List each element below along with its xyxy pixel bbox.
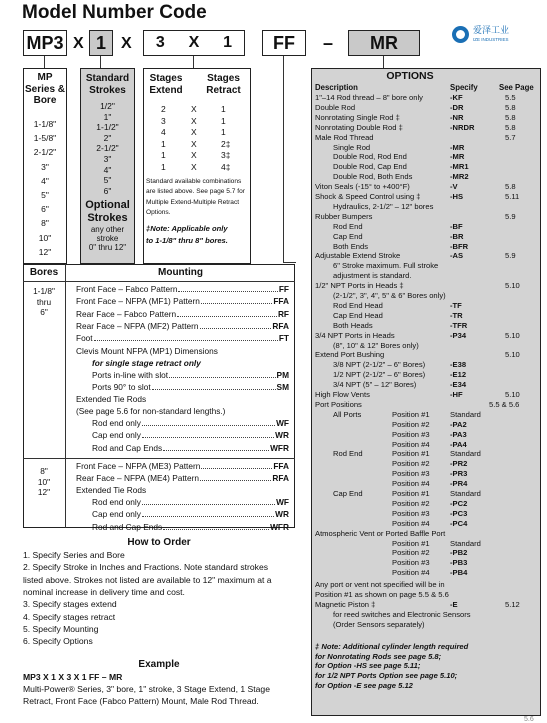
mounting-label: Rod end only xyxy=(92,497,141,507)
mounting-code: FT xyxy=(278,333,289,344)
magnetic-label: Magnetic Piston ‡ xyxy=(315,599,376,609)
mounting-label: Front Face – Fabco Pattern xyxy=(76,284,178,294)
stroke-value: 1-1/2" xyxy=(96,122,119,133)
mounting-code: WFR xyxy=(270,442,289,453)
option-description: Double Rod, Both Ends xyxy=(333,172,413,182)
bore-value: 1-1/8" xyxy=(33,286,55,296)
options-title: OPTIONS xyxy=(386,70,434,82)
option-description: 1/2 NPT (2-1/2" – 6" Bores) xyxy=(333,370,426,380)
stage-extend-value: 2 xyxy=(161,104,166,114)
options-tail: Any port or vent not specified will be in xyxy=(315,580,445,590)
stages-extend-header: Stages Extend xyxy=(149,73,183,96)
mounting-option xyxy=(76,462,289,471)
stroke-value: 3" xyxy=(103,154,112,164)
tie-title: Extended Tie Rods xyxy=(76,394,147,404)
option-code: -MR xyxy=(450,142,465,152)
code-stroke-box: 1 xyxy=(89,30,113,56)
optional-note-1: any other xyxy=(90,225,125,234)
option-description: (8", 10" & 12" Bores only) xyxy=(333,340,419,350)
mounting-option xyxy=(92,383,289,392)
options-col-desc: Description xyxy=(315,83,358,92)
mounting-option xyxy=(92,510,289,519)
port-code: Standard xyxy=(450,538,481,548)
mounting-code: WR xyxy=(275,509,289,520)
code-dash: – xyxy=(323,33,334,53)
mounting-label: Rod and Cap Ends xyxy=(92,442,163,453)
option-code: -MR2 xyxy=(450,172,469,182)
option-code: -DR xyxy=(450,102,464,112)
mounting-option xyxy=(92,523,289,532)
port-position: Position #3 xyxy=(392,429,430,439)
option-page: 5.10 xyxy=(505,281,520,291)
mounting-label: Cap end only xyxy=(92,430,141,441)
option-description: Hydraulics, 2-1/2" – 12" bores xyxy=(333,201,434,211)
stage-note2-line: to 1-1/8" thru 8" bores. xyxy=(146,236,228,245)
mounting-option xyxy=(92,444,289,453)
option-description: Adjustable Extend Stroke xyxy=(315,251,401,261)
stage-x: X xyxy=(191,104,197,114)
option-description: Shock & Speed Control using ‡ xyxy=(315,192,421,201)
mounting-code: WF xyxy=(276,497,289,507)
option-description: Viton Seals (-15° to +400°F) xyxy=(315,182,410,192)
stage-retract-value: 1 xyxy=(221,115,226,126)
port-code: -PA4 xyxy=(450,439,467,449)
option-code: -AS xyxy=(450,251,464,261)
mounting-option xyxy=(76,297,289,306)
option-code: -TFR xyxy=(450,320,468,330)
stage-retract-value: 1 xyxy=(221,104,226,114)
option-description: 3/4 NPT Ports in Heads xyxy=(315,330,395,340)
mounting-option xyxy=(76,322,289,331)
mounting-code: PM xyxy=(276,370,289,380)
option-description: Nonrotating Single Rod ‡ xyxy=(315,112,400,122)
code-extend: 3 xyxy=(155,34,165,51)
option-description: Rubber Bumpers xyxy=(315,211,373,221)
stage-x: X xyxy=(191,138,197,149)
code-x: X xyxy=(121,35,132,52)
bore-value: 6" xyxy=(40,307,48,317)
mounting-label: Ports in-line with slot xyxy=(92,370,169,380)
stage-note-line: Standard available combinations xyxy=(146,178,242,185)
magnetic-page: 5.12 xyxy=(505,599,520,609)
options-footnote: for Option -E see page 5.12 xyxy=(315,681,413,691)
port-position: Position #3 xyxy=(392,508,430,518)
mounting-option xyxy=(76,334,289,343)
options-footnote: ‡ Note: Additional cylinder length required xyxy=(315,641,469,651)
options-footnote: for Option -HS see page 5.11; xyxy=(315,661,421,671)
option-description: Male Rod Thread xyxy=(315,132,374,142)
stage-extend-value: 1 xyxy=(161,150,166,161)
stage-retract-value: 2‡ xyxy=(221,138,231,149)
option-description: (2-1/2", 3", 4", 5" & 6" Bores only) xyxy=(333,291,446,300)
code-options-box: MR xyxy=(348,30,420,56)
option-code: -TF xyxy=(450,300,462,310)
stage-retract-value: 1 xyxy=(221,127,226,138)
port-code: -PC4 xyxy=(450,518,468,528)
series-value: 12" xyxy=(38,246,52,257)
series-value: 2-1/2" xyxy=(33,147,57,158)
option-page: 5.8 xyxy=(505,122,516,132)
port-code: -PR2 xyxy=(450,459,468,469)
option-code: -NRDR xyxy=(450,122,475,132)
series-value: 6" xyxy=(41,204,49,215)
port-position: Position #2 xyxy=(392,419,430,429)
stroke-value: 1/2" xyxy=(100,101,115,111)
page-title: Model Number Code xyxy=(22,2,207,23)
option-code: -MR1 xyxy=(450,162,469,172)
mounting-option xyxy=(92,419,289,428)
option-description: Both Ends xyxy=(333,241,369,251)
how-to-order-line: 3. Specify stages extend xyxy=(23,599,117,610)
how-to-order-line: 6. Specify Options xyxy=(23,636,93,647)
stage-retract-value: 3‡ xyxy=(221,150,231,161)
example-title: Example xyxy=(138,659,180,670)
code-retract: 1 xyxy=(223,34,233,51)
option-code: -E34 xyxy=(450,380,467,390)
magnetic-code: -E xyxy=(450,599,458,609)
port-code: -PB2 xyxy=(450,548,468,558)
series-header: MP Series & Bore xyxy=(24,72,66,106)
mounting-label: Rod and Cap Ends xyxy=(92,521,163,532)
option-code: -TR xyxy=(450,310,463,320)
mounting-code: FFA xyxy=(273,296,289,307)
option-description: Both Heads xyxy=(333,320,373,330)
port-code: -PB4 xyxy=(450,568,468,578)
stage-note-line: Multiple Extend-Multiple Retract xyxy=(146,198,240,206)
port-code: Standard xyxy=(450,409,481,419)
mounting-code: WFR xyxy=(270,521,289,532)
port-code: -PR3 xyxy=(450,469,468,479)
example-desc-1: Multi-Power® Series, 3" bore, 1" stroke, 3 Stage Extend, 1 Stage xyxy=(23,684,270,694)
port-code: Standard xyxy=(450,489,481,498)
bore-value: 10" xyxy=(37,476,51,487)
series-value: 1-1/8" xyxy=(33,119,57,129)
mounting-code: WF xyxy=(276,418,289,428)
option-description: 3/4 NPT (5" – 12" Bores) xyxy=(333,380,417,390)
stage-note-line: are listed above. See page 5.7 for xyxy=(146,188,245,196)
option-code: -BR xyxy=(450,231,464,241)
options-footnote: for Nonrotating Rods see page 5.8; xyxy=(315,651,442,661)
optional-note-2: stroke xyxy=(96,234,119,243)
option-description: Single Rod xyxy=(333,142,371,152)
port-position: Position #1 xyxy=(392,538,430,548)
option-code: -MR xyxy=(450,152,465,162)
option-page: 5.9 xyxy=(505,251,516,261)
optional-strokes-header: Optional Strokes xyxy=(85,199,130,224)
bore-value: 8" xyxy=(40,466,48,476)
stage-x: X xyxy=(191,127,197,138)
bore-value: thru xyxy=(36,296,52,307)
mounting-option xyxy=(76,310,289,319)
mounting-header: Mounting xyxy=(158,267,203,278)
option-description: Double Rod xyxy=(315,102,356,112)
stroke-value: 2" xyxy=(103,132,112,143)
mounting-code: RFA xyxy=(272,473,289,484)
port-code: -PA3 xyxy=(450,429,467,439)
option-description: Cap End Head xyxy=(333,310,383,320)
mounting-option xyxy=(92,431,289,440)
stage-x: X xyxy=(191,162,197,172)
stage-extend-value: 1 xyxy=(161,138,166,149)
option-page: 5.9 xyxy=(505,211,516,221)
mounting-label: Cap end only xyxy=(92,509,141,520)
bores-header: Bores xyxy=(29,267,59,278)
magnetic-sub: for reed switches and Electronic Sensors xyxy=(333,609,471,619)
option-page: 5.8 xyxy=(505,102,516,112)
stroke-value: 2-1/2" xyxy=(96,143,119,154)
mounting-option xyxy=(92,498,289,507)
mounting-code: RFA xyxy=(272,320,289,331)
mounting-label: Rod end only xyxy=(92,418,141,428)
how-to-order-title: How to Order xyxy=(127,537,191,548)
option-page: 5.10 xyxy=(505,390,520,399)
series-value: 8" xyxy=(41,218,49,229)
mounting-code: FFA xyxy=(273,461,289,471)
port-group: Cap End xyxy=(333,489,363,498)
code-stages-box xyxy=(143,30,245,56)
option-description: High Flow Vents xyxy=(315,390,370,399)
how-to-order-line: 4. Specify stages retract xyxy=(23,611,116,622)
mounting-label: Foot xyxy=(76,333,93,344)
clevis-subtitle: for single stage retract only xyxy=(92,358,201,368)
example-desc-2: Retract, Front Face (Fabco Pattern) Mount, Male Rod Thread. xyxy=(23,696,259,706)
how-to-order-line: 5. Specify Mounting xyxy=(23,623,99,634)
stages-panel xyxy=(143,68,251,264)
baffle-title: Atmospheric Vent or Ported Baffle Port xyxy=(315,528,446,538)
port-code: -PB3 xyxy=(450,558,468,568)
option-page: 5.8 xyxy=(505,182,516,192)
page-number: 5.6 xyxy=(524,716,534,723)
mounting-option xyxy=(92,371,289,380)
logo-text: 爱泽工业 xyxy=(473,26,510,36)
mounting-label: Rear Face – NFPA (ME4) Pattern xyxy=(76,473,199,484)
options-tail: Position #1 as shown on page 5.5 & 5.6 xyxy=(315,590,449,599)
port-position: Position #4 xyxy=(392,439,430,449)
series-value: 5" xyxy=(41,190,49,200)
stroke-value: 6" xyxy=(103,185,112,196)
port-position: Position #4 xyxy=(392,568,430,578)
port-code: -PC2 xyxy=(450,498,468,508)
bore-value: 12" xyxy=(37,487,51,497)
option-description: Extend Port Bushing xyxy=(315,350,385,360)
how-to-order-line: listed above. Strokes not listed are available to 12" maximum at a xyxy=(23,574,272,585)
mounting-code: WR xyxy=(275,430,289,441)
option-description: 6" Stroke maximum. Full stroke xyxy=(333,261,439,271)
options-col-spec: Specify xyxy=(450,83,478,92)
option-description: Double Rod, Cap End xyxy=(333,162,407,172)
port-code: -PA2 xyxy=(450,419,467,429)
option-description: 3/8 NPT (2-1/2" – 6" Bores) xyxy=(333,360,426,370)
mounting-option xyxy=(76,285,289,294)
port-position: Position #1 xyxy=(392,449,430,459)
series-value: 1-5/8" xyxy=(33,133,57,144)
stage-extend-value: 1 xyxy=(161,162,166,172)
stroke-value: 1" xyxy=(103,111,112,122)
mounting-option xyxy=(76,474,289,483)
option-code: -HF xyxy=(450,390,463,399)
series-value: 10" xyxy=(38,232,52,243)
option-description: Double Rod, Rod End xyxy=(333,152,407,162)
stage-note2-line: ‡Note: Applicable only xyxy=(146,224,228,233)
stroke-value: 4" xyxy=(103,164,112,175)
port-position: Position #4 xyxy=(392,479,430,489)
option-code: -NR xyxy=(450,112,464,122)
stage-x: X xyxy=(191,115,197,126)
option-code: -P34 xyxy=(450,330,467,340)
how-to-order-line: 1. Specify Series and Bore xyxy=(23,550,125,560)
option-page: 5.8 xyxy=(505,112,516,122)
port-position: Position #4 xyxy=(392,518,430,528)
series-value: 3" xyxy=(41,161,49,172)
tie2-title: Extended Tie Rods xyxy=(76,485,147,495)
code-series-box: MP3 xyxy=(23,30,67,56)
option-code: -BF xyxy=(450,221,463,231)
option-code: -KF xyxy=(450,93,463,102)
options-col-page: See Page xyxy=(499,83,534,92)
option-page: 5.10 xyxy=(505,350,520,360)
port-position: Position #2 xyxy=(392,459,430,469)
option-description: Port Positions xyxy=(315,399,362,409)
company-logo xyxy=(452,26,537,46)
clevis-title: Clevis Mount NFPA (MP1) Dimensions xyxy=(76,346,218,356)
option-code: -BFR xyxy=(450,241,469,251)
option-description: 1/2" NPT Ports in Heads ‡ xyxy=(315,281,404,291)
code-x: X xyxy=(188,34,200,51)
stage-extend-value: 3 xyxy=(161,115,166,126)
option-page: 5.10 xyxy=(505,330,520,340)
mounting-label: Ports 90° to slot xyxy=(92,382,151,393)
option-page: 5.11 xyxy=(505,192,520,201)
option-page: 5.5 & 5.6 xyxy=(489,399,520,409)
code-mounting-box: FF xyxy=(262,30,306,56)
option-page: 5.7 xyxy=(505,132,516,142)
option-description: Nonrotating Double Rod ‡ xyxy=(315,122,403,132)
port-position: Position #3 xyxy=(392,469,430,479)
optional-note-3: 0" thru 12" xyxy=(88,243,127,252)
stages-retract-header: Stages Retract xyxy=(206,73,241,96)
example-code: MP3 X 1 X 3 X 1 FF – MR xyxy=(23,672,123,682)
how-to-order-line: 2. Specify Stroke in Inches and Fractions. Note standard strokes xyxy=(23,562,269,573)
port-group: All Ports xyxy=(333,409,362,419)
option-code: -E38 xyxy=(450,360,467,370)
port-code: Standard xyxy=(450,449,481,459)
option-description: Rod End xyxy=(333,221,363,231)
series-value: 4" xyxy=(41,175,49,186)
option-description: Cap End xyxy=(333,231,363,241)
option-description: 1"–14 Rod thread – 8" bore only xyxy=(315,93,423,102)
mounting-label: Front Face – NFPA (MF1) Pattern xyxy=(76,296,200,307)
stage-note-line: Options. xyxy=(146,208,171,216)
mounting-code: SM xyxy=(276,382,289,393)
stage-x: X xyxy=(191,150,197,161)
option-code: -V xyxy=(450,182,458,192)
mounting-code: FF xyxy=(278,284,289,294)
option-description: Rod End Head xyxy=(333,300,383,310)
stage-extend-value: 4 xyxy=(161,127,166,138)
port-position: Position #2 xyxy=(392,498,430,508)
options-footnote: for 1/2 NPT Ports Option see page 5.10; xyxy=(315,671,458,681)
mounting-label: Rear Face – NFPA (MF2) Pattern xyxy=(76,320,199,331)
stroke-value: 5" xyxy=(103,175,112,186)
magnetic-sub: (Order Sensors separately) xyxy=(333,619,425,629)
port-position: Position #1 xyxy=(392,409,430,419)
port-code: -PR4 xyxy=(450,479,468,489)
logo-subtext: IZE INDUSTRIES xyxy=(473,37,509,42)
mounting-label: Rear Face – Fabco Pattern xyxy=(76,308,177,319)
port-group: Rod End xyxy=(333,449,363,459)
tie-note: (See page 5.6 for non-standard lengths.) xyxy=(76,406,226,416)
mounting-label: Front Face – NFPA (ME3) Pattern xyxy=(76,461,201,471)
how-to-order-line: nominal increase in delivery time and cost. xyxy=(23,586,185,597)
option-code: -E12 xyxy=(450,370,467,380)
option-code: -HS xyxy=(450,192,464,201)
port-position: Position #2 xyxy=(392,548,430,558)
mounting-code: RF xyxy=(277,308,289,319)
port-position: Position #1 xyxy=(392,489,430,498)
port-position: Position #3 xyxy=(392,558,430,568)
strokes-header: Standard Strokes xyxy=(85,73,130,96)
code-x: X xyxy=(73,35,84,52)
stage-retract-value: 4‡ xyxy=(221,162,231,172)
option-description: adjustment is standard. xyxy=(333,271,412,281)
port-code: -PC3 xyxy=(450,508,468,518)
option-page: 5.5 xyxy=(505,93,516,102)
